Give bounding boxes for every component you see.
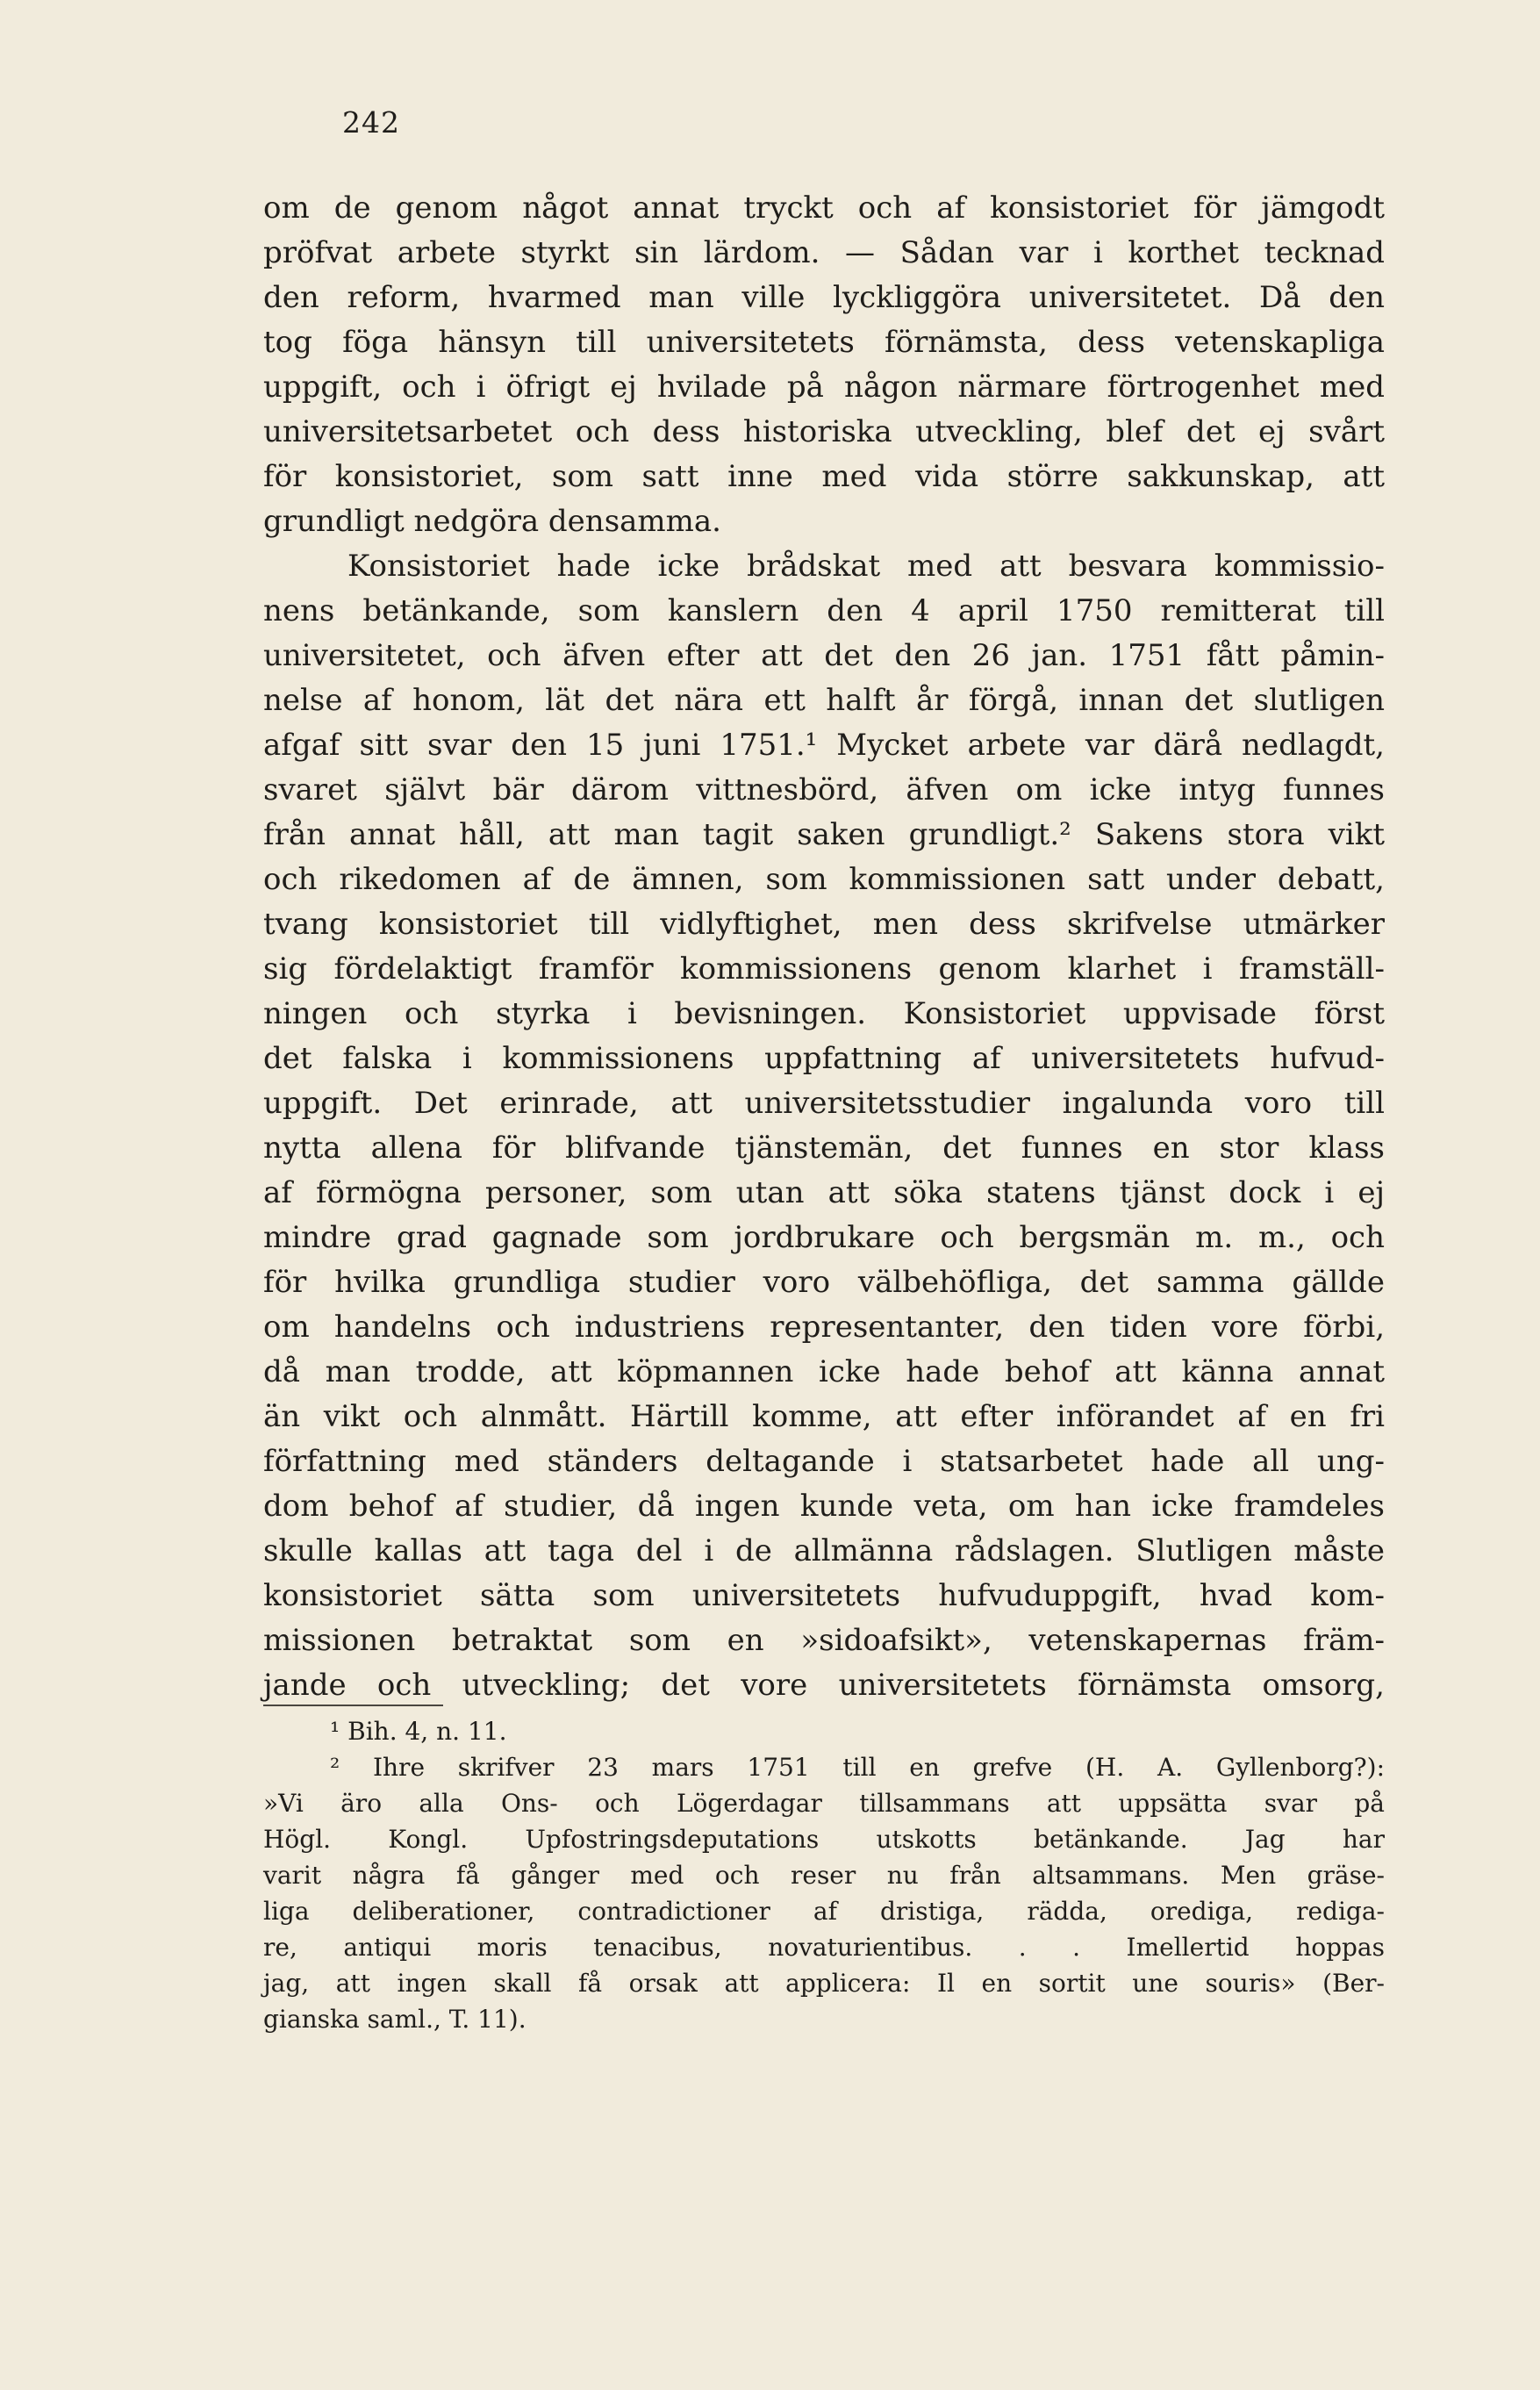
text-line: det falska i kommissionens uppfattning af universitetets hufvud- [263,1041,1385,1076]
text-line: mindre grad gagnade som jordbrukare och bergsmän m. m., och [263,1220,1385,1255]
text-line: tvang konsistoriet till vidlyftighet, men dess skrifvelse utmärker [263,907,1385,942]
footnote-line: liga deliberationer, contradictioner af dristiga, rädda, orediga, rediga- [263,1897,1385,1926]
page-number: 242 [342,105,400,140]
text-line: grundligt nedgöra densamma. [263,504,721,539]
text-line: från annat håll, att man tagit saken grundligt.² Sakens stora vikt [263,817,1385,852]
text-line: missionen betraktat som en »sidoafsikt», vetenskapernas främ- [263,1623,1385,1658]
footnote-line: »Vi äro alla Ons- och Lögerdagar tillsammans att uppsätta svar på [263,1789,1385,1818]
text-line: uppgift, och i öfrigt ej hvilade på någon närmare förtrogenhet med [263,370,1385,405]
text-line: och rikedomen af de ämnen, som kommissionen satt under debatt, [263,862,1385,897]
text-line: pröfvat arbete styrkt sin lärdom. — Sådan var i korthet tecknad [263,235,1385,270]
text-line: författning med ständers deltagande i statsarbetet hade all ung- [263,1444,1385,1479]
footnote-line: re, antiqui moris tenacibus, novaturientibus. . . Imellertid hoppas [263,1933,1385,1962]
body-text [263,186,1385,1708]
text-line: uppgift. Det erinrade, att universitetsstudier ingalunda voro till [263,1086,1385,1121]
text-line: universitetet, och äfven efter att det den 26 jan. 1751 fått påmin- [263,638,1385,673]
text-line: då man trodde, att köpmannen icke hade behof att känna annat [263,1354,1385,1389]
text-line: för hvilka grundliga studier voro välbehöfliga, det samma gällde [263,1265,1385,1300]
text-line: svaret självt bär därom vittnesbörd, äfven om icke intyg funnes [263,772,1385,807]
footnote-line: jag, att ingen skall få orsak att applicera: Il en sortit une souris» (Ber- [263,1969,1385,1998]
text-line: universitetsarbetet och dess historiska utveckling, blef det ej svårt [263,414,1385,449]
text-line: om de genom något annat tryckt och af konsistoriet för jämgodt [263,190,1385,226]
text-line: ningen och styrka i bevisningen. Konsistoriet uppvisade först [263,996,1385,1031]
text-line: jande och utveckling; det vore universitetets förnämsta omsorg, [263,1668,1385,1703]
text-line: afgaf sitt svar den 15 juni 1751.¹ Mycket arbete var därå nedlagdt, [263,728,1385,763]
text-line: om handelns och industriens representanter, den tiden vore förbi, [263,1310,1385,1345]
footnote-line: gianska saml., T. 11). [263,2005,526,2034]
footnotes [263,1713,1385,2037]
text-line: konsistoriet sätta som universitetets hufvuduppgift, hvad kom- [263,1578,1385,1613]
text-line: nelse af honom, lät det nära ett halft år förgå, innan det slutligen [263,683,1385,718]
text-line: nytta allena för blifvande tjänstemän, det funnes en stor klass [263,1130,1385,1166]
text-line: sig fördelaktigt framför kommissionens genom klarhet i framställ- [263,951,1385,987]
text-line: af förmögna personer, som utan att söka statens tjänst dock i ej [263,1175,1385,1210]
text-line: än vikt och alnmått. Härtill komme, att efter införandet af en fri [263,1399,1385,1434]
text-line: nens betänkande, som kanslern den 4 april 1750 remitterat till [263,593,1385,628]
footnote-line: Högl. Kongl. Upfostringsdeputations utskotts betänkande. Jag har [263,1825,1385,1854]
text-line: för konsistoriet, som satt inne med vida större sakkunskap, att [263,459,1385,494]
text-line: skulle kallas att taga del i de allmänna rådslagen. Slutligen måste [263,1533,1385,1568]
text-line: tog föga hänsyn till universitetets förnämsta, dess vetenskapliga [263,325,1385,360]
text-line: den reform, hvarmed man ville lyckliggöra universitetet. Då den [263,280,1385,315]
text-line: Konsistoriet hade icke brådskat med att besvara kommissio- [347,549,1385,584]
footnote-line: varit några få gånger med och reser nu från altsammans. Men gräse- [263,1861,1385,1890]
footnote-line: ¹ Bih. 4, n. 11. [330,1717,507,1746]
text-line: dom behof af studier, då ingen kunde veta, om han icke framdeles [263,1489,1385,1524]
footnote-divider [263,1705,443,1706]
footnote-line: ² Ihre skrifver 23 mars 1751 till en grefve (H. A. Gyllenborg?): [330,1753,1385,1782]
